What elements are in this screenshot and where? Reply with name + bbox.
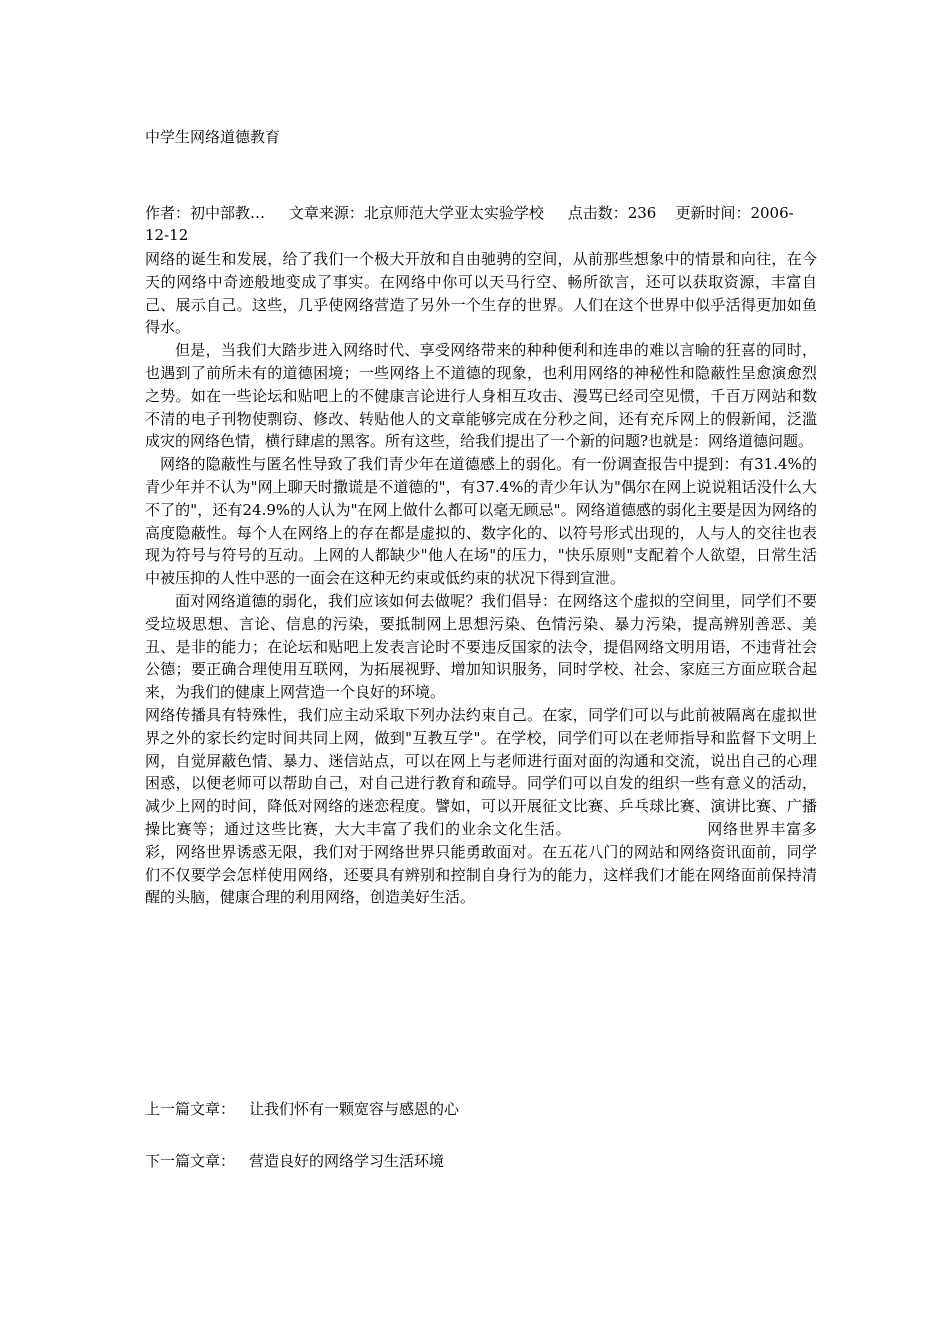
article-title: 中学生网络道德教育 bbox=[145, 128, 281, 146]
paragraph: 网络世界丰富多彩，网络世界诱惑无限，我们对于网络世界只能勇敢面对。在五花八门的网站和网络资讯面前，同学们不仅要学会怎样使用网络，还要具有辨别和控制自身行为的能力，这样我们才能在网络面前保持清醒的头脑，健康合理的利用网络，创造美好生活。 bbox=[145, 819, 817, 907]
prev-article-label: 上一篇文章： bbox=[145, 1100, 236, 1118]
article-meta bbox=[145, 202, 817, 246]
next-article-link[interactable]: 营造良好的网络学习生活环境 bbox=[249, 1152, 445, 1170]
meta-clicks: 点击数：236 bbox=[567, 204, 657, 222]
next-article bbox=[145, 1150, 444, 1172]
next-article-label: 下一篇文章： bbox=[145, 1152, 236, 1170]
paragraph: 网络的诞生和发展，给了我们一个极大开放和自由驰骋的空间，从前那些想象中的情景和向往，在今天的网络中奇迹般地变成了事实。在网络中你可以天马行空、畅所欲言，还可以获取资源，丰富自己、展示自己。这些，几乎使网络营造了另外一个生存的世界。人们在这个世界中似乎活得更加如鱼得水。 bbox=[145, 250, 817, 337]
meta-author: 作者：初中部教… bbox=[145, 204, 266, 222]
prev-article bbox=[145, 1098, 459, 1120]
paragraph: 网络的隐蔽性与匿名性导致了我们青少年在道德感上的弱化。有一份调查报告中提到：有31.4%的青少年并不认为"网上聊天时撒谎是不道德的"，有37.4%的青少年认为"偶尔在网上说说粗话没什么大不了的"，还有24.9%的人认为"在网上做什么都可以毫无顾忌"。网络道德感的弱化主要是因为网络的高度隐蔽性。每个人在网络上的存在都是虚拟的、数字化的、以符号形式出现的，人与人的交往也表现为符号与符号的互动。上网的人都缺少"他人在场"的压力，"快乐原则"支配着个人欲望，日常生活中被压抑的人性中恶的一面会在这种无约束或低约束的状况下得到宣泄。 bbox=[145, 455, 817, 588]
paragraph: 网络传播具有特殊性，我们应主动采取下列办法约束自己。在家，同学们可以与此前被隔离在虚拟世界之外的家长约定时间共同上网，做到"互教互学"。在学校，同学们可以在老师指导和监督下文明上网，自觉屏蔽色情、暴力、迷信站点，可以在网上与老师进行面对面的沟通和交流，说出自己的心理困惑，以便老师可以帮助自己，对自己进行教育和疏导。同学们可以自发的组织一些有意义的活动，减少上网的时间，降低对网络的迷恋程度。譬如，可以开展征文比赛、乒乓球比赛、演讲比赛、广播操比赛等；通过这些比赛，大大丰富了我们的业余文化生活。 bbox=[145, 705, 817, 838]
meta-source: 文章来源：北京师范大学亚太实验学校 bbox=[288, 204, 544, 222]
paragraph: 面对网络道德的弱化，我们应该如何去做呢？我们倡导：在网络这个虚拟的空间里，同学们不要受垃圾思想、言论、信息的污染，要抵制网上思想污染、色情污染、暴力污染，提高辨别善恶、美丑、是非的能力；在论坛和贴吧上发表言论时不要违反国家的法令，提倡网络文明用语，不违背社会公德；要正确合理使用互联网，为拓展视野、增加知识服务，同时学校、社会、家庭三方面应联合起来，为我们的健康上网营造一个良好的环境。 bbox=[145, 591, 817, 702]
article-body bbox=[145, 248, 817, 909]
meta-updated: 更新时间：2006-12-12 bbox=[145, 204, 794, 244]
prev-article-link[interactable]: 让我们怀有一颗宽容与感恩的心 bbox=[249, 1100, 460, 1118]
paragraph: 但是，当我们大踏步进入网络时代、享受网络带来的种种便利和连串的难以言喻的狂喜的同时，也遇到了前所未有的道德困境；一些网络上不道德的现象，也利用网络的神秘性和隐蔽性呈愈演愈烈之势。如在一些论坛和贴吧上的不健康言论进行人身相互攻击、漫骂已经司空见惯，千百万网站和数不清的电子刊物使剽窃、修改、转贴他人的文章能够完成在分秒之间，还有充斥网上的假新闻，泛滥成灾的网络色情，横行肆虐的黑客。所有这些，给我们提出了一个新的问题?也就是：网络道德问题。 bbox=[145, 341, 817, 451]
